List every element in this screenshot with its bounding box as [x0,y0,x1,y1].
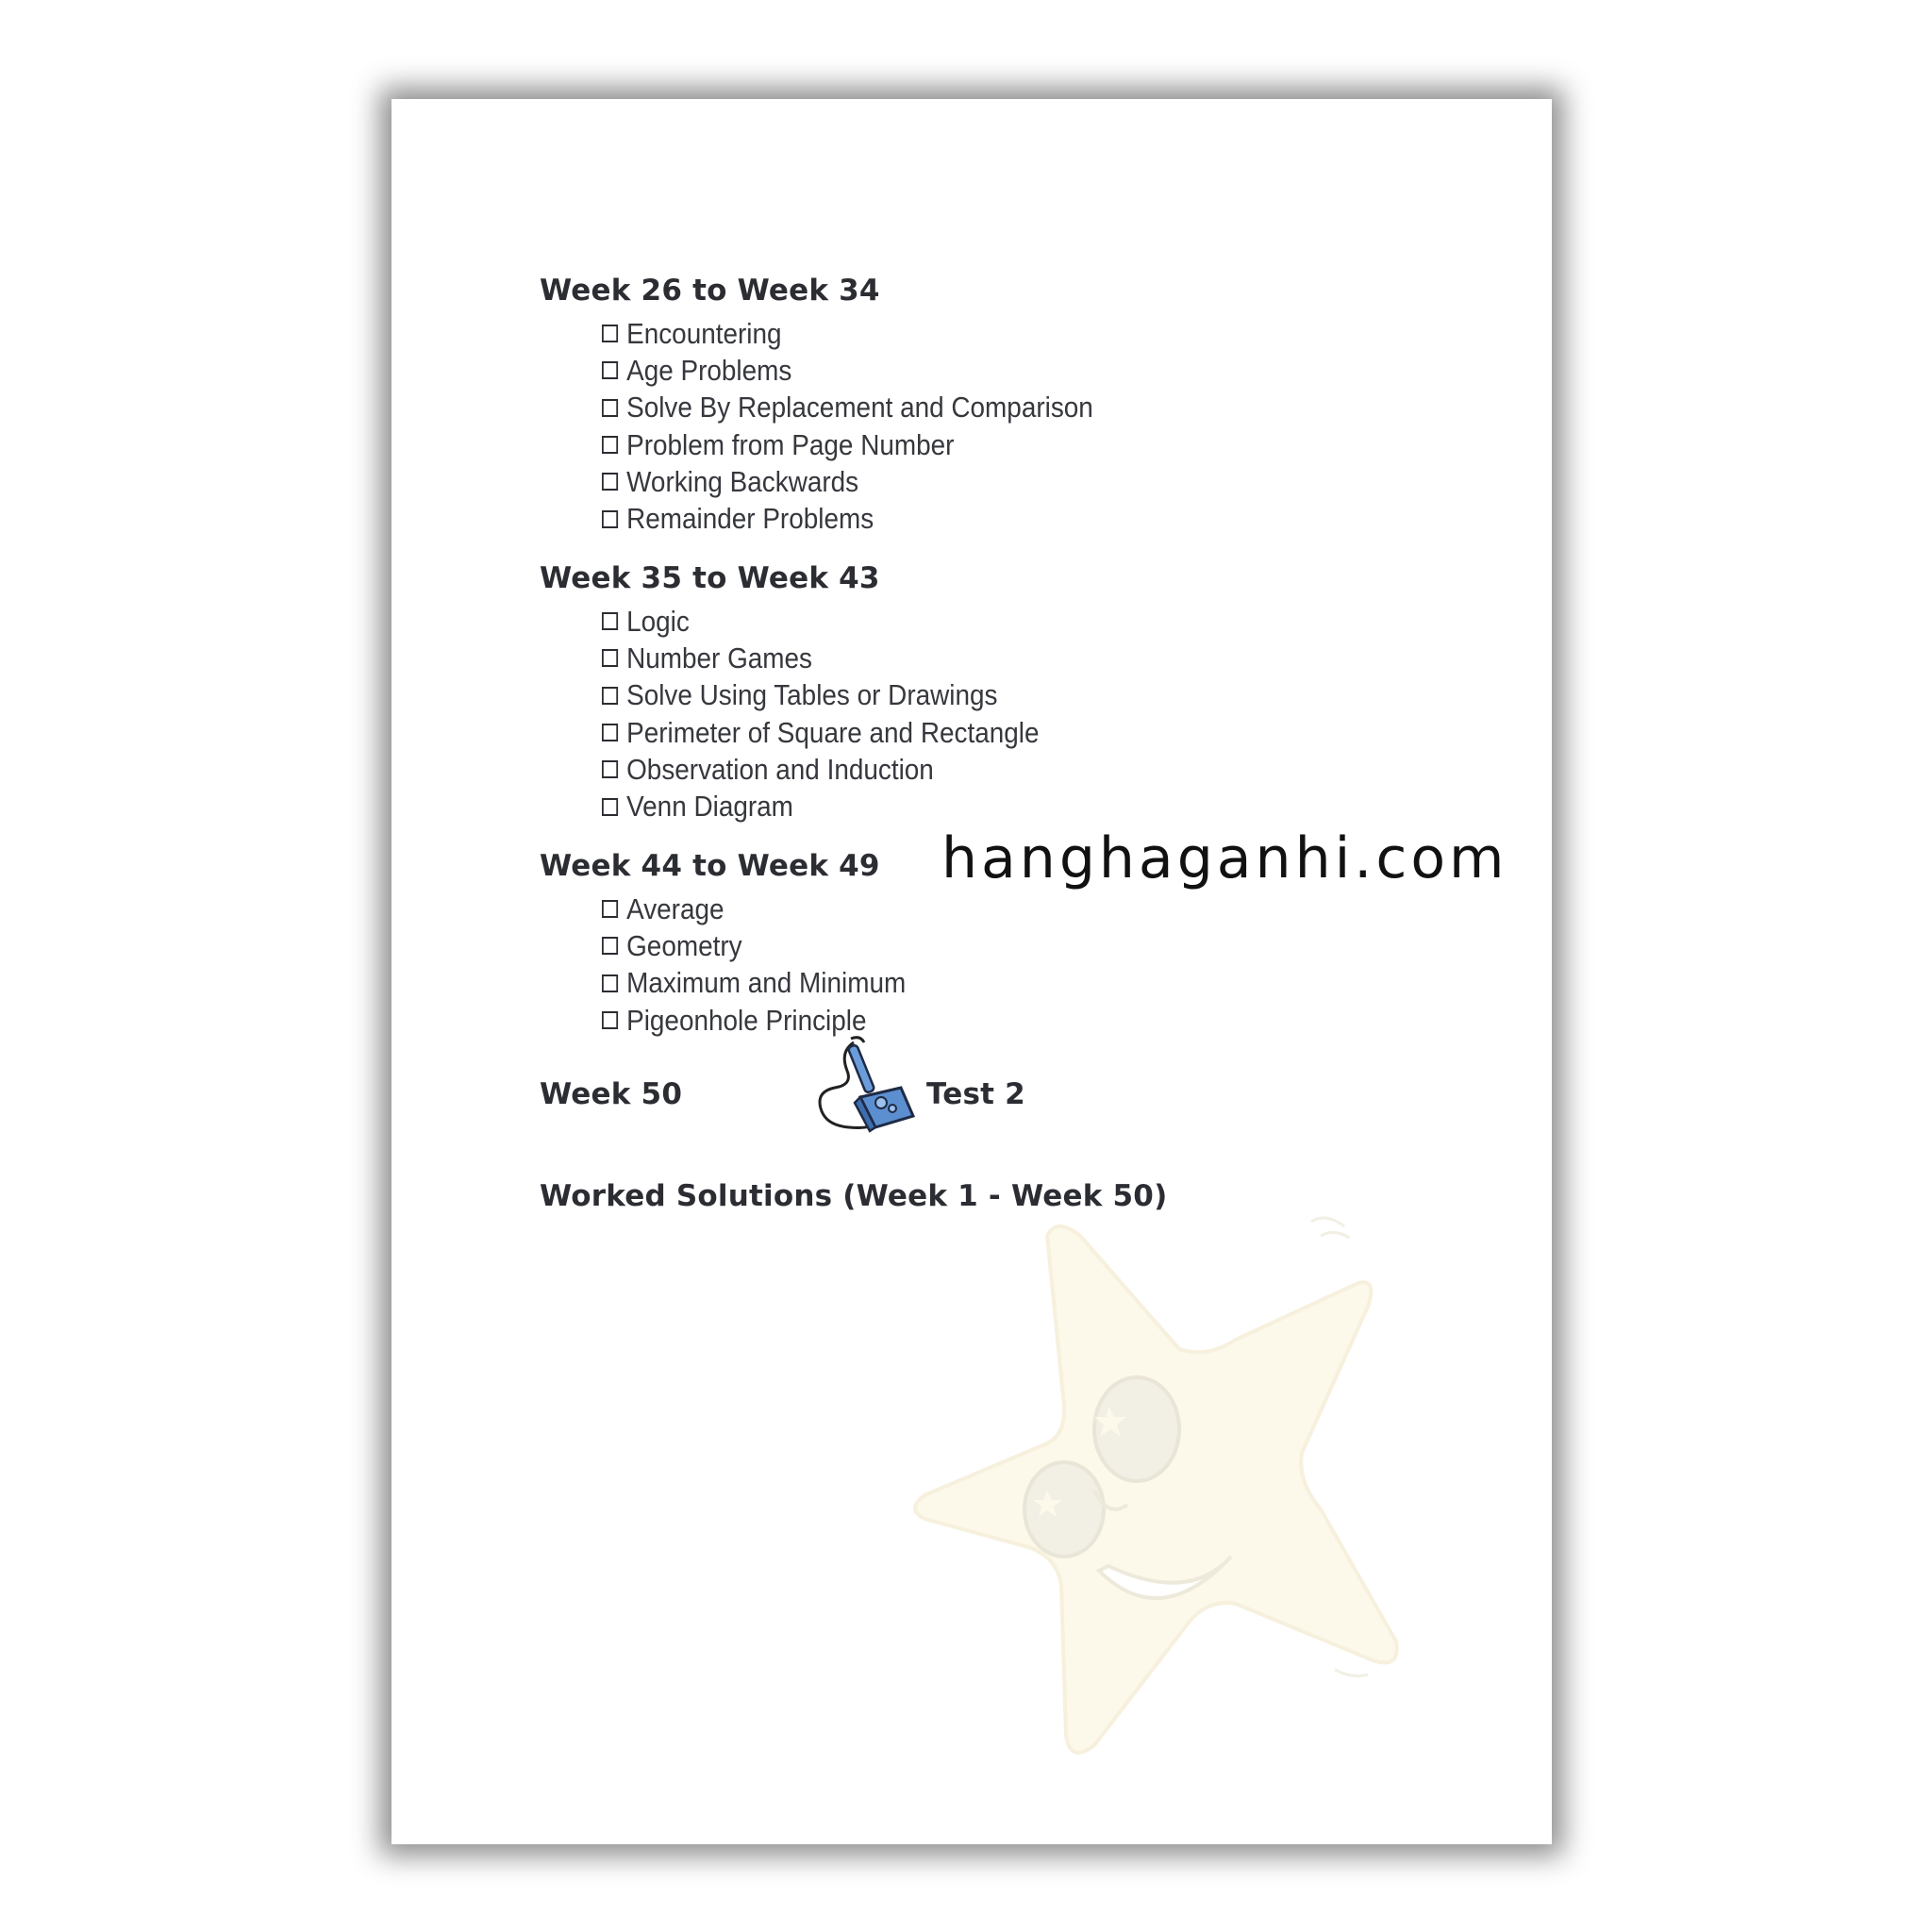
list-item: Maximum and Minimum [602,965,906,1002]
week50-label: Week 50 [540,1077,683,1111]
checkbox-icon[interactable] [602,436,618,454]
checkbox-icon[interactable] [602,473,618,491]
list-item: Solve Using Tables or Drawings [602,677,1039,714]
topic-list [602,315,1148,538]
checkbox-icon[interactable] [602,798,618,816]
list-item: Pigeonhole Principle [602,1002,906,1039]
list-item: Working Backwards [602,463,1093,500]
section-heading: Week 26 to Week 34 [540,274,880,308]
checkbox-icon[interactable] [602,1011,618,1029]
list-item: Age Problems [602,352,1093,389]
joystick-icon [811,1033,924,1137]
checkbox-icon[interactable] [602,900,618,918]
checkbox-icon[interactable] [602,937,618,955]
topic-list [602,603,1088,825]
checkbox-icon[interactable] [602,687,618,705]
checkbox-icon[interactable] [602,724,618,741]
list-item: Solve By Replacement and Comparison [602,390,1093,426]
checkbox-icon[interactable] [602,361,618,379]
list-item: Average [602,891,906,927]
topic-list [602,891,940,1039]
checkbox-icon[interactable] [602,399,618,417]
checkbox-icon[interactable] [602,974,618,992]
list-item: Logic [602,603,1039,640]
list-item: Number Games [602,640,1039,676]
test2-label: Test 2 [926,1077,1025,1111]
checkbox-icon[interactable] [602,612,618,630]
list-item: Perimeter of Square and Rectangle [602,714,1039,751]
list-item: Geometry [602,927,906,964]
checkbox-icon[interactable] [602,510,618,528]
list-item: Venn Diagram [602,788,1039,824]
checkbox-icon[interactable] [602,325,618,342]
worked-solutions-heading: Worked Solutions (Week 1 - Week 50) [540,1179,1168,1213]
section-heading: Week 35 to Week 43 [540,561,880,595]
checkbox-icon[interactable] [602,760,618,778]
website-watermark: hanghaganhi.com [941,825,1508,891]
list-item: Problem from Page Number [602,426,1093,463]
table-of-contents [540,0,1483,1932]
list-item: Encountering [602,315,1093,352]
list-item: Observation and Induction [602,751,1039,788]
list-item: Remainder Problems [602,500,1093,537]
section-heading: Week 44 to Week 49 [540,849,880,883]
checkbox-icon[interactable] [602,649,618,667]
